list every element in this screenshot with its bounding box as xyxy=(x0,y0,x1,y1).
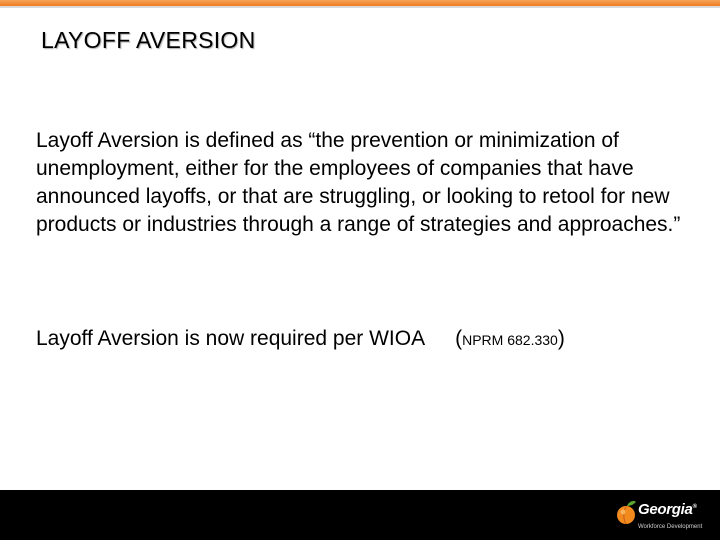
top-bar-shadow xyxy=(0,6,720,8)
requirement-text: Layoff Aversion is now required per WIOA xyxy=(36,327,426,350)
logo-wordmark: Georgia® xyxy=(638,501,697,518)
requirement-paragraph xyxy=(36,325,565,354)
regulation-reference: NPRM 682.330 xyxy=(462,332,558,348)
footer-bar xyxy=(0,490,720,540)
slide-title: LAYOFF AVERSION xyxy=(41,27,256,53)
georgia-logo xyxy=(616,497,704,537)
definition-paragraph: Layoff Aversion is defined as “the prevention or minimization of unemployment, either for the employees of companies that have announced layoffs, or that are struggling, or looking to retool for new products or industries through a range of strategies and approaches.” xyxy=(36,129,681,236)
logo-subtitle: Workforce Development xyxy=(638,524,703,530)
ref-open-paren: ( xyxy=(455,327,463,350)
peach-icon xyxy=(616,499,638,525)
ref-close-paren: ) xyxy=(557,327,565,350)
